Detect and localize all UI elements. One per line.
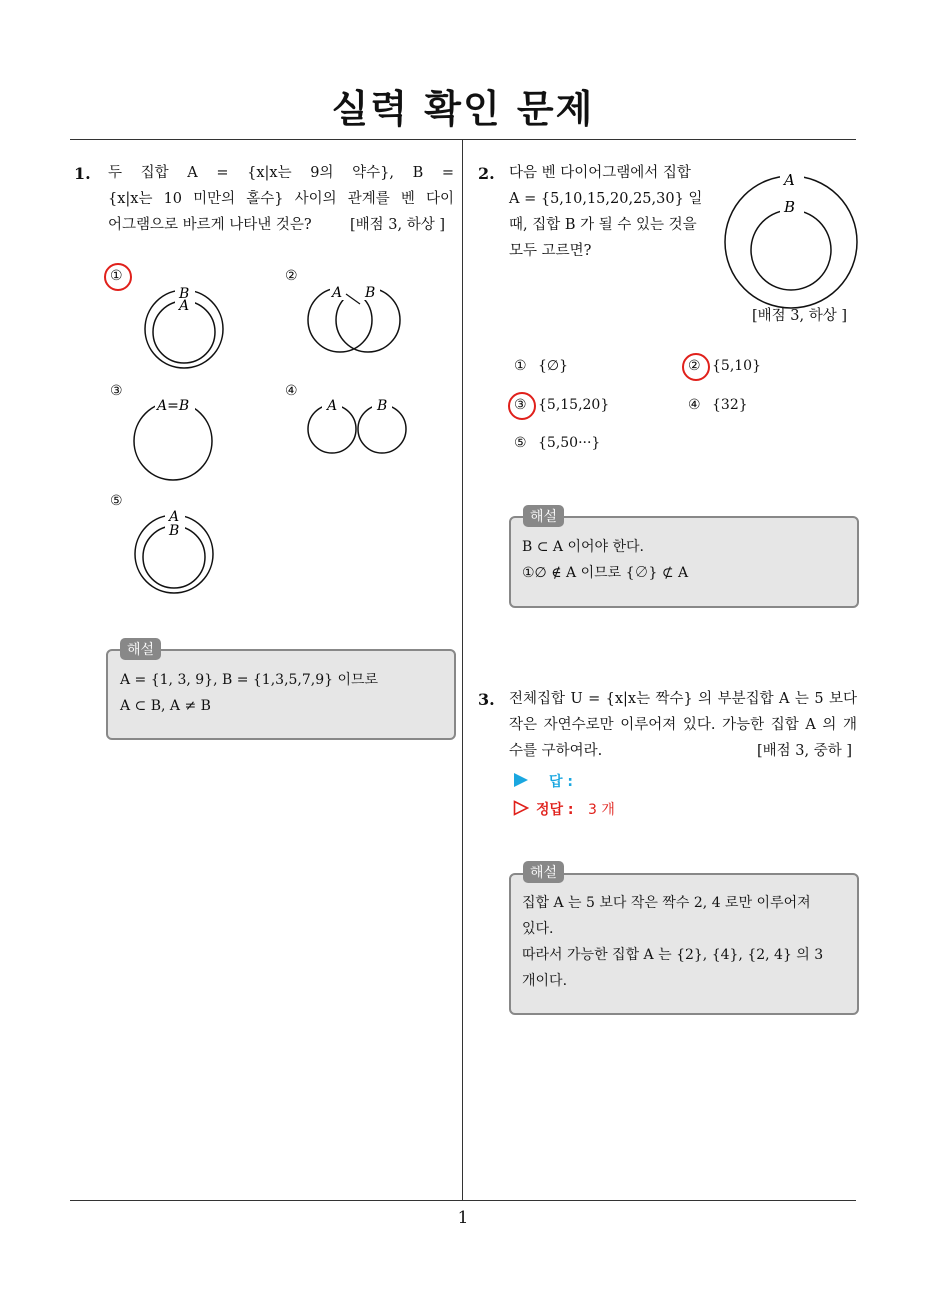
q1-opt2-label-b: B [365, 285, 376, 301]
q2-option-2-label[interactable]: ② [688, 358, 701, 374]
q2-option-3-label[interactable]: ③ [514, 397, 527, 413]
q1-solution-tab: 해설 [120, 638, 161, 660]
q1-option-2-diagram[interactable] [300, 280, 410, 360]
q2-line3: 때, 집합 B 가 될 수 있는 것을 [509, 217, 697, 233]
q2-score: [배점 3, 하상 ] [752, 308, 848, 324]
q1-option-2-label[interactable]: ② [285, 268, 298, 284]
q2-option-1-label[interactable]: ① [514, 358, 527, 374]
q1-option-4-label[interactable]: ④ [285, 383, 298, 399]
correct-triangle-icon [513, 800, 529, 816]
q2-solution-line1: B ⊂ A 이어야 한다. [522, 539, 644, 555]
q3-solution-line1: 집합 A 는 5 보다 작은 짝수 2, 4 로만 이루어져 [522, 895, 811, 911]
q2-option-4-label[interactable]: ④ [688, 397, 701, 413]
q1-solution-line2: A ⊂ B, A ≠ B [120, 698, 211, 714]
q1-solution-line1: A = {1, 3, 9}, B = {1,3,5,7,9} 이므로 [120, 672, 379, 688]
q2-diagram-label-a: A [784, 171, 795, 189]
q3-solution-line3: 따라서 가능한 집합 A 는 {2}, {4}, {2, 4} 의 3 [522, 947, 824, 963]
q2-venn-diagram [720, 168, 862, 310]
q1-score: [배점 3, 하상 ] [350, 217, 446, 233]
q1-opt1-label-b: B [179, 286, 190, 302]
q1-line1: 두 집합 A = {x|x는 9의 약수}, B = [108, 165, 454, 181]
q2-option-5-label[interactable]: ⑤ [514, 435, 527, 451]
q2-solution-line2: ①∅ ∉ A 이므로 {∅} ⊄ A [522, 565, 689, 581]
q1-opt5-label-a: A [169, 509, 180, 525]
q2-answer-mark-3 [508, 392, 536, 420]
q1-opt1-label-a: A [179, 298, 190, 314]
q1-option-3-label[interactable]: ③ [110, 383, 123, 399]
q1-line3: 어그램으로 바르게 나타낸 것은? [108, 217, 312, 233]
top-rule [70, 139, 856, 140]
q2-option-1-text[interactable]: {∅} [538, 358, 569, 374]
q2-line4: 모두 고르면? [509, 243, 592, 259]
q3-correct-label: 정답 : [536, 802, 574, 818]
q1-number: 1. [74, 164, 91, 183]
q3-line3: 수를 구하여라. [509, 743, 603, 759]
q2-option-4-text[interactable]: {32} [712, 397, 748, 413]
q3-correct-value: 3 개 [588, 802, 615, 818]
q3-solution-tab: 해설 [523, 861, 564, 883]
q1-option-3-diagram[interactable] [125, 395, 225, 487]
q1-option-5-diagram[interactable] [125, 505, 225, 597]
q2-answer-mark-2 [682, 353, 710, 381]
q3-score: [배점 3, 중하 ] [757, 743, 853, 759]
q2-line2: A = {5,10,15,20,25,30} 일 [509, 191, 703, 207]
q2-diagram-label-b: B [784, 198, 796, 216]
bottom-rule [70, 1200, 856, 1201]
q1-opt2-label-a: A [332, 285, 343, 301]
q1-opt4-label-b: B [377, 398, 388, 414]
q2-option-5-text[interactable]: {5,50···} [538, 435, 601, 451]
q1-answer-mark [104, 263, 132, 291]
q2-number: 2. [478, 164, 495, 183]
q1-option-5-label[interactable]: ⑤ [110, 493, 123, 509]
q1-opt5-label-b: B [169, 523, 180, 539]
q3-answer-label: 답 : [549, 774, 573, 790]
q1-opt3-label-ab: A=B [157, 398, 190, 414]
q2-line1: 다음 벤 다이어그램에서 집합 [509, 165, 691, 181]
q2-solution-tab: 해설 [523, 505, 564, 527]
q1-option-1-diagram[interactable] [135, 280, 235, 372]
q3-number: 3. [478, 690, 495, 709]
q3-line1: 전체집합 U = {x|x는 짝수} 의 부분집합 A 는 5 보다 [509, 691, 857, 707]
q3-line2: 작은 자연수로만 이루어져 있다. 가능한 집합 A 의 개 [509, 717, 857, 733]
column-divider [462, 139, 463, 1201]
q1-line2: {x|x는 10 미만의 홀수} 사이의 관계를 벤 다이 [108, 191, 454, 207]
q2-option-2-text[interactable]: {5,10} [712, 358, 761, 374]
q1-option-4-diagram[interactable] [300, 395, 415, 460]
q3-solution-line4: 개이다. [522, 973, 568, 989]
page-number: 1 [457, 1208, 469, 1228]
page-title: 실력 확인 문제 [331, 87, 595, 131]
answer-triangle-icon [513, 772, 529, 788]
q2-option-3-text[interactable]: {5,15,20} [538, 397, 610, 413]
q1-opt4-label-a: A [327, 398, 338, 414]
q3-solution-line2: 있다. [522, 921, 554, 937]
q1-option-1-label[interactable]: ① [110, 268, 123, 284]
